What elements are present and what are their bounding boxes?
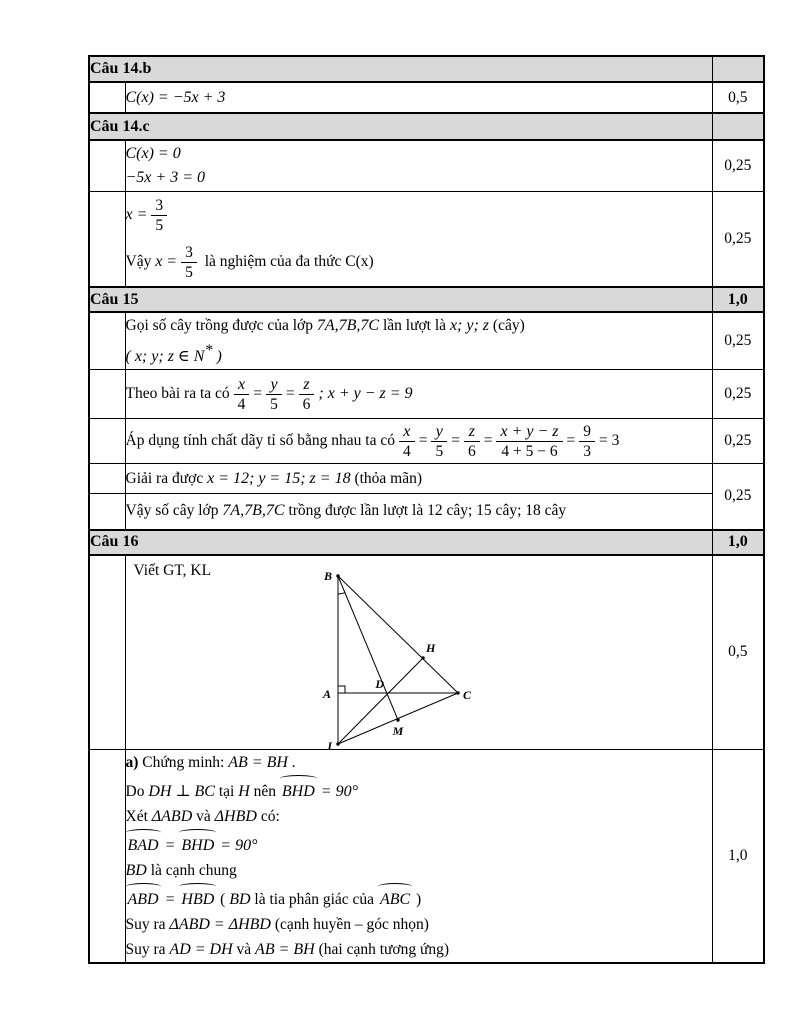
label-B: B xyxy=(323,568,332,583)
score-value: 0,25 xyxy=(724,385,752,403)
row-16-figure xyxy=(89,555,764,750)
text-part: Giải ra được xyxy=(125,469,208,487)
stt-cell xyxy=(89,464,125,494)
paren-close: ) xyxy=(212,348,222,366)
score-cell-merged xyxy=(712,464,764,530)
section-header-16 xyxy=(89,530,764,555)
point-C xyxy=(456,691,459,694)
perp-dh-bc: DH ⊥ BC xyxy=(148,783,215,801)
fraction-sum: $\frac{x + y - z}{4 + 5 - 6}$ xyxy=(496,423,562,460)
proof-line-2 xyxy=(126,775,712,804)
score-cell xyxy=(712,370,764,419)
segment-BM xyxy=(338,576,398,720)
equals-90: = 90° xyxy=(216,837,258,855)
answer-cell xyxy=(125,464,712,494)
equals-sign: = xyxy=(285,384,295,402)
text-part: Vậy số cây lớp xyxy=(125,502,223,520)
score-value: 0,25 xyxy=(724,487,752,505)
text-part: tại xyxy=(214,783,239,801)
segment-bd-ref: BD xyxy=(125,862,147,880)
segment-IH xyxy=(338,658,423,744)
section-title-14c: Câu 14.c xyxy=(90,117,150,135)
figure-cell xyxy=(125,555,712,753)
text-part: (thỏa mãn) xyxy=(350,469,423,487)
text-part: (cây) xyxy=(489,317,525,334)
text-part: ) xyxy=(412,891,422,909)
equals-sign: = xyxy=(418,431,428,449)
classes-7abc: 7A,7B,7C xyxy=(316,317,380,334)
point-I xyxy=(336,742,339,745)
equals-sign: = xyxy=(566,431,576,449)
angle-bhd: BHD xyxy=(280,779,317,804)
row-14c-step2 xyxy=(89,191,764,287)
fraction-3-5: $\frac{3}{5}$ xyxy=(151,197,167,234)
sum-condition: ; x + y − z = 9 xyxy=(318,384,413,402)
fraction-z-6: $\frac{z}{6}$ xyxy=(299,376,315,413)
stt-cell xyxy=(89,750,125,964)
text-part: Chứng minh: xyxy=(138,754,229,772)
label-D: D xyxy=(374,676,384,691)
score-value: 1,0 xyxy=(728,847,748,865)
proof-line-3 xyxy=(126,804,712,829)
segment-bd-ref: BD xyxy=(229,891,251,909)
section-score-cell-14b xyxy=(712,56,764,82)
section-score-cell-16 xyxy=(712,530,764,555)
section-title-cell xyxy=(89,56,712,82)
geometry-figure xyxy=(298,559,498,759)
paren-open: ( xyxy=(125,348,135,366)
score-value: 0,5 xyxy=(728,88,748,106)
text-part: có: xyxy=(256,808,280,826)
score-value: 0,25 xyxy=(724,332,752,350)
ratio-chain-line xyxy=(126,423,712,460)
angle-abc: ABC xyxy=(378,887,412,912)
row-15-step5 xyxy=(89,494,764,530)
text-part: nên xyxy=(249,783,280,801)
text-part: Áp dụng tính chất dãy tỉ số bằng nhau ta có xyxy=(125,431,395,449)
score-cell xyxy=(712,140,764,191)
text-part: và xyxy=(192,808,215,826)
score-value: 0,25 xyxy=(724,432,752,450)
formula-cx-zero: C(x) = 0 xyxy=(125,144,181,162)
score-value: 0,5 xyxy=(728,643,748,661)
triangle-hbd: ΔHBD xyxy=(214,808,257,826)
equals-90: = 90° xyxy=(316,783,358,801)
angle-arc-B xyxy=(338,592,345,593)
row-14b-answer xyxy=(89,82,764,113)
answer-cell xyxy=(125,419,712,464)
answer-cell xyxy=(125,191,712,287)
proof-line-5 xyxy=(126,858,712,883)
segment-BC xyxy=(338,576,458,693)
stt-cell xyxy=(89,82,125,113)
section-title-cell xyxy=(89,530,712,555)
proof-line-8 xyxy=(126,937,712,962)
section-score-cell-14c xyxy=(712,113,764,140)
fraction-y-5: $\frac{y}{5}$ xyxy=(431,423,447,460)
fraction-3-5: $\frac{3}{5}$ xyxy=(181,244,197,281)
gt-kl-label: Viết GT, KL xyxy=(133,561,212,579)
proof-line-6 xyxy=(126,883,712,912)
angle-bad: BAD xyxy=(126,833,161,858)
answer-cell xyxy=(125,82,712,113)
text-part: Suy ra xyxy=(125,941,170,959)
equals-sign: = xyxy=(253,384,263,402)
answer-cell xyxy=(125,494,712,530)
score-cell xyxy=(712,82,764,113)
fraction-x-4: $\frac{x}{4}$ xyxy=(399,423,415,460)
section-title-14b: Câu 14.b xyxy=(90,60,152,77)
row-16-proof xyxy=(89,750,764,964)
text-part: và xyxy=(232,941,256,959)
conclusion-text: là nghiệm của đa thức xyxy=(200,252,346,270)
section-header-14c xyxy=(89,113,764,140)
text-part: Do xyxy=(125,783,149,801)
text-part: . xyxy=(287,754,296,772)
text-part: Theo bài ra ta có xyxy=(125,384,230,402)
ad-dh-equal: AD = DH xyxy=(169,941,233,959)
solution-values: x = 12; y = 15; z = 18 xyxy=(207,469,351,487)
section-title-cell xyxy=(89,113,712,140)
text-part: (hai cạnh tương ứng) xyxy=(314,941,450,959)
text-part: là cạnh chung xyxy=(146,862,237,880)
equals-sign: = xyxy=(451,431,460,449)
proof-cell xyxy=(125,750,712,964)
point-H xyxy=(421,656,424,659)
text-part: lần lượt là xyxy=(379,317,450,334)
proof-line-4 xyxy=(126,829,712,858)
point-B xyxy=(336,574,339,577)
formula-cx: C(x) = −5x + 3 xyxy=(125,88,226,106)
text-part: Gọi số cây trồng được của lớp xyxy=(125,317,317,334)
conclusion-prefix: Vậy xyxy=(125,252,156,270)
row-15-step2 xyxy=(89,370,764,419)
section-header-14b xyxy=(89,56,764,82)
score-cell xyxy=(712,312,764,370)
score-cell xyxy=(712,191,764,287)
angle-bhd: BHD xyxy=(179,833,216,858)
fraction-z-6: $\frac{z}{6}$ xyxy=(464,423,480,460)
stt-cell xyxy=(89,555,125,750)
point-M xyxy=(396,718,399,721)
point-h-ref: H xyxy=(238,783,250,801)
answer-cell xyxy=(125,140,712,191)
equals-sign: = xyxy=(160,891,180,909)
section-score-15: 1,0 xyxy=(727,290,748,308)
vars-xyz: x; y; z xyxy=(449,317,490,334)
formula-equation: −5x + 3 = 0 xyxy=(125,168,205,186)
equals-sign: = xyxy=(160,837,180,855)
score-value: 0,25 xyxy=(724,156,752,174)
label-C: C xyxy=(462,687,471,702)
domain-line xyxy=(126,338,712,369)
angle-abd: ABD xyxy=(126,887,161,912)
text-part: (cạnh huyền – góc nhọn) xyxy=(270,916,429,934)
stt-cell xyxy=(89,191,125,287)
conclusion-line xyxy=(126,244,712,281)
result-3: = 3 xyxy=(599,431,620,449)
triangles-equal: ΔABD = ΔHBD xyxy=(169,916,271,934)
triangle-abd: ΔABD xyxy=(151,808,193,826)
section-score-16: 1,0 xyxy=(727,533,748,551)
section-score-cell-15 xyxy=(712,287,764,312)
section-title-15: Câu 15 xyxy=(90,290,139,308)
section-title-cell xyxy=(89,287,712,312)
solution-line xyxy=(126,197,712,234)
x-equals: x = xyxy=(125,205,148,223)
stt-cell xyxy=(89,370,125,419)
row-15-step4 xyxy=(89,464,764,494)
text-part: Xét xyxy=(125,808,152,826)
score-cell xyxy=(712,419,764,464)
conclusion-cx: C(x) xyxy=(345,252,374,270)
fraction-x-4: $\frac{x}{4}$ xyxy=(234,376,250,413)
stt-cell xyxy=(89,140,125,191)
superscript-star: * xyxy=(204,342,213,359)
angle-hbd: HBD xyxy=(179,887,216,912)
ab-bh-equal: AB = BH xyxy=(255,941,315,959)
answer-key-table xyxy=(88,55,765,964)
domain-condition: x; y; z ∈ N xyxy=(134,348,205,366)
text-part: Suy ra xyxy=(125,916,170,934)
stt-cell xyxy=(89,494,125,530)
row-14c-step1 xyxy=(89,140,764,191)
label-A: A xyxy=(322,686,331,701)
item-a-label: a) xyxy=(125,754,139,772)
claim-ab-bh: AB = BH xyxy=(228,754,288,772)
stt-cell xyxy=(89,312,125,370)
equals-sign: = xyxy=(483,431,493,449)
text-part: ( xyxy=(216,891,230,909)
score-cell xyxy=(712,555,764,750)
label-M: M xyxy=(392,723,403,738)
section-title-16: Câu 16 xyxy=(90,533,139,551)
fraction-y-5: $\frac{y}{5}$ xyxy=(266,376,282,413)
classes-7abc: 7A,7B,7C xyxy=(222,502,285,520)
answer-cell xyxy=(125,312,712,370)
label-I: I xyxy=(326,738,332,753)
text-part: là tia phân giác của xyxy=(250,891,378,909)
answer-cell xyxy=(125,370,712,419)
section-header-15 xyxy=(89,287,764,312)
proof-line-7 xyxy=(126,912,712,937)
label-H: H xyxy=(425,640,435,655)
fraction-9-3: $\frac{9}{3}$ xyxy=(579,423,595,460)
score-value: 0,25 xyxy=(724,229,752,247)
stt-cell xyxy=(89,419,125,464)
score-cell xyxy=(712,750,764,964)
text-part: trồng được lần lượt là 12 cây; 15 cây; 18 cây xyxy=(284,502,567,520)
x-equals: x = xyxy=(155,252,178,270)
right-angle-mark-A xyxy=(338,686,345,693)
row-15-step1 xyxy=(89,312,764,370)
row-15-step3 xyxy=(89,419,764,464)
call-variables-line xyxy=(126,313,712,338)
ratio-line xyxy=(126,376,712,413)
